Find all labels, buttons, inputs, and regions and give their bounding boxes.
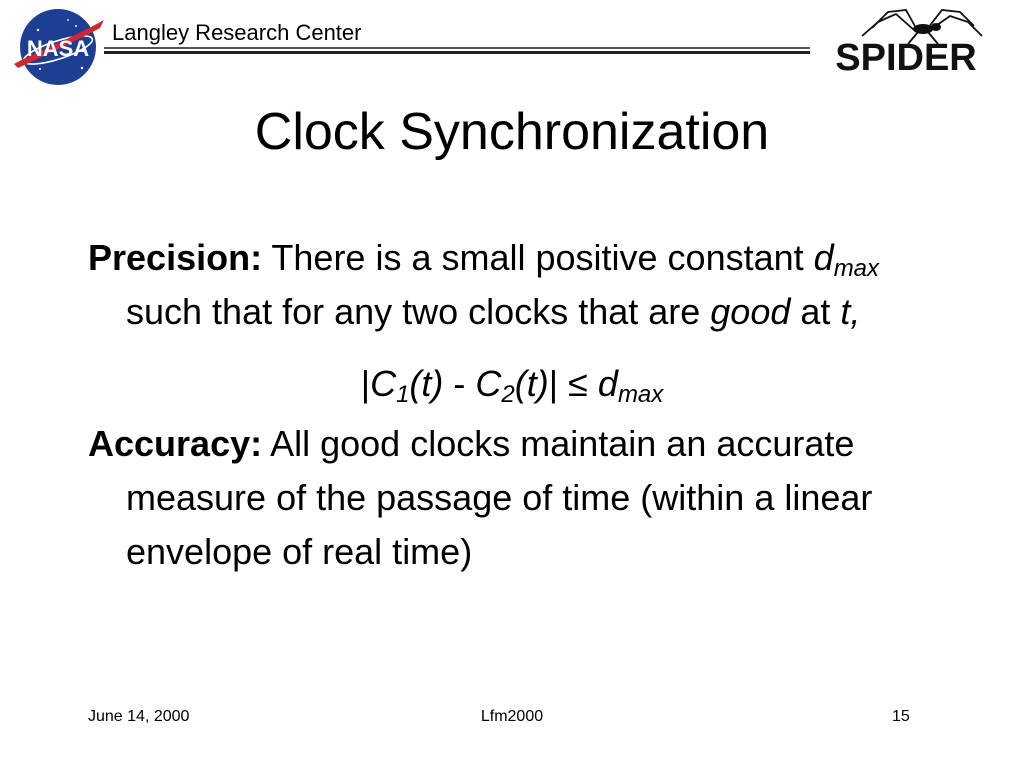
accuracy-line-2: measure of the passage of time (within a linear (126, 477, 873, 518)
precision-sub: max (833, 255, 880, 282)
formula-bar-open: | (360, 363, 371, 404)
formula-arg1: (t) (409, 363, 444, 404)
precision-at: at (790, 291, 841, 332)
formula-dsub: max (617, 381, 664, 408)
footer-conference: Lfm2000 (480, 708, 544, 725)
precision-text-2: such that for any two clocks that are (126, 291, 711, 332)
formula-minus: - (443, 363, 476, 404)
formula-sub1: 1 (396, 381, 410, 408)
footer-page-number: 15 (892, 708, 910, 725)
precision-var: d (813, 237, 834, 278)
formula-c1: C (370, 363, 397, 404)
accuracy-text-1: All good clocks maintain an accurate (262, 423, 855, 464)
precision-good: good (710, 291, 791, 332)
precision-text-1: There is a small positive constant (262, 237, 814, 278)
spider-logo (818, 8, 998, 78)
formula-arg2: (t) (514, 363, 549, 404)
formula-sub2: 2 (501, 381, 515, 408)
slide-title: Clock Synchronization (254, 103, 770, 161)
center-name: Langley Research Center (112, 20, 362, 45)
precision-formula (0, 362, 1024, 406)
formula-relation: ≤ (568, 363, 588, 404)
precision-line-2 (126, 290, 860, 334)
formula-bar-close: | (548, 363, 559, 404)
accuracy-line-3: envelope of real time) (126, 531, 473, 572)
spider-logo-text: SPIDER (835, 37, 977, 78)
formula-c2: C (475, 363, 502, 404)
precision-line-1 (88, 236, 879, 280)
nasa-logo (10, 6, 106, 88)
formula-d: d (597, 363, 618, 404)
precision-label: Precision: (88, 237, 263, 278)
header-rule (104, 47, 810, 55)
precision-t: t, (840, 291, 861, 332)
accuracy-label: Accuracy: (88, 423, 263, 464)
nasa-logo-text: NASA (26, 36, 90, 61)
footer-date: June 14, 2000 (88, 708, 190, 725)
accuracy-line-1 (88, 422, 854, 466)
